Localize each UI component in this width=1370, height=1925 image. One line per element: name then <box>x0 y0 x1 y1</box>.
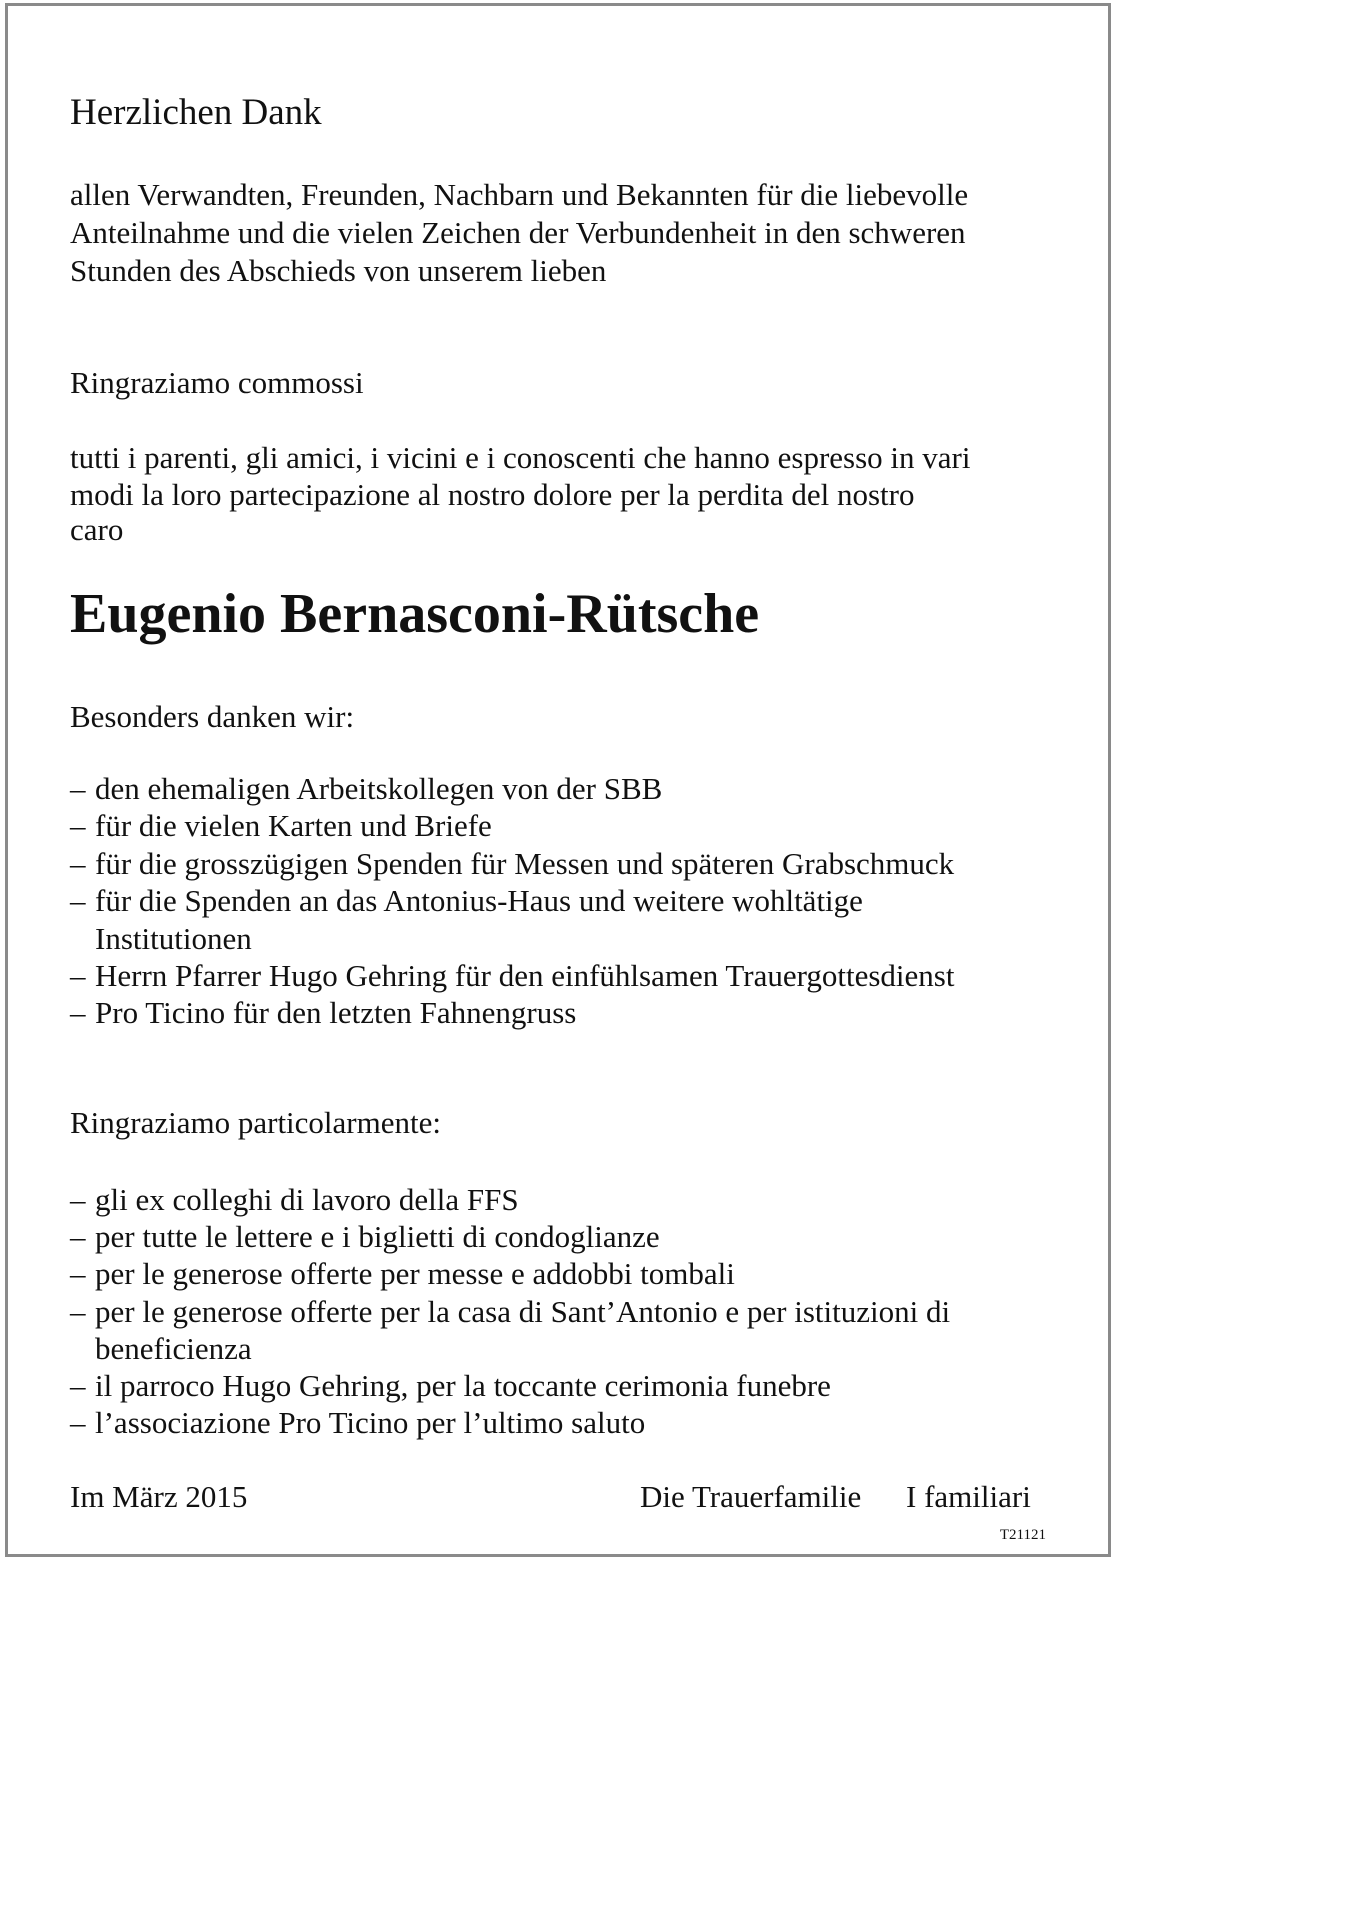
intro-italian-line: tutti i parenti, gli amici, i vicini e i conoscenti che hanno espresso in vari <box>70 440 971 475</box>
signature-italian: I familiari <box>906 1479 1031 1514</box>
notice-frame <box>5 3 1111 1557</box>
thanks-italian-item: – per le generose offerte per la casa di Sant’Antonio e per istituzioni di <box>70 1294 951 1329</box>
deceased-name: Eugenio Bernasconi-Rütsche <box>70 583 760 645</box>
intro-italian-line: caro <box>70 512 124 547</box>
thanks-italian-item: – per tutte le lettere e i biglietti di condoglianze <box>70 1219 660 1254</box>
thanks-italian-item: – il parroco Hugo Gehring, per la toccante cerimonia funebre <box>70 1368 831 1403</box>
signature-german: Die Trauerfamilie <box>640 1479 862 1514</box>
thanks-german-item: – für die Spenden an das Antonius-Haus und weitere wohltätige <box>70 883 863 918</box>
thanks-german-item: – den ehemaligen Arbeitskollegen von der SBB <box>70 771 663 806</box>
thanks-german-item: – Herrn Pfarrer Hugo Gehring für den einfühlsamen Trauergottesdienst <box>70 958 955 993</box>
date-line: Im März 2015 <box>70 1479 248 1514</box>
intro-german-line: Anteilnahme und die vielen Zeichen der Verbundenheit in den schweren <box>70 215 966 250</box>
thanks-italian-item: – l’associazione Pro Ticino per l’ultimo saluto <box>70 1405 646 1440</box>
thanks-italian-item-continuation: beneficienza <box>95 1331 252 1366</box>
thanks-german-item: – für die vielen Karten und Briefe <box>70 808 492 843</box>
reference-code: T21121 <box>999 1527 1046 1543</box>
intro-italian-line: modi la loro partecipazione al nostro dolore per la perdita del nostro <box>70 477 915 512</box>
heading-german: Herzlichen Dank <box>70 92 322 133</box>
intro-german-line: Stunden des Abschieds von unserem lieben <box>70 253 607 288</box>
thanks-italian-item: – per le generose offerte per messe e addobbi tombali <box>70 1256 735 1291</box>
thanks-german-item-continuation: Institutionen <box>95 921 252 956</box>
thanks-german-item: – für die grosszügigen Spenden für Messen und späteren Grabschmuck <box>70 846 955 881</box>
thanks-german-heading: Besonders danken wir: <box>70 699 355 734</box>
thanks-italian-heading: Ringraziamo particolarmente: <box>70 1105 441 1140</box>
intro-german-line: allen Verwandten, Freunden, Nachbarn und Bekannten für die liebevolle <box>70 177 969 212</box>
thanks-italian-item: – gli ex colleghi di lavoro della FFS <box>70 1182 519 1217</box>
heading-italian: Ringraziamo commossi <box>70 365 364 400</box>
thanks-german-item: – Pro Ticino für den letzten Fahnengruss <box>70 995 577 1030</box>
